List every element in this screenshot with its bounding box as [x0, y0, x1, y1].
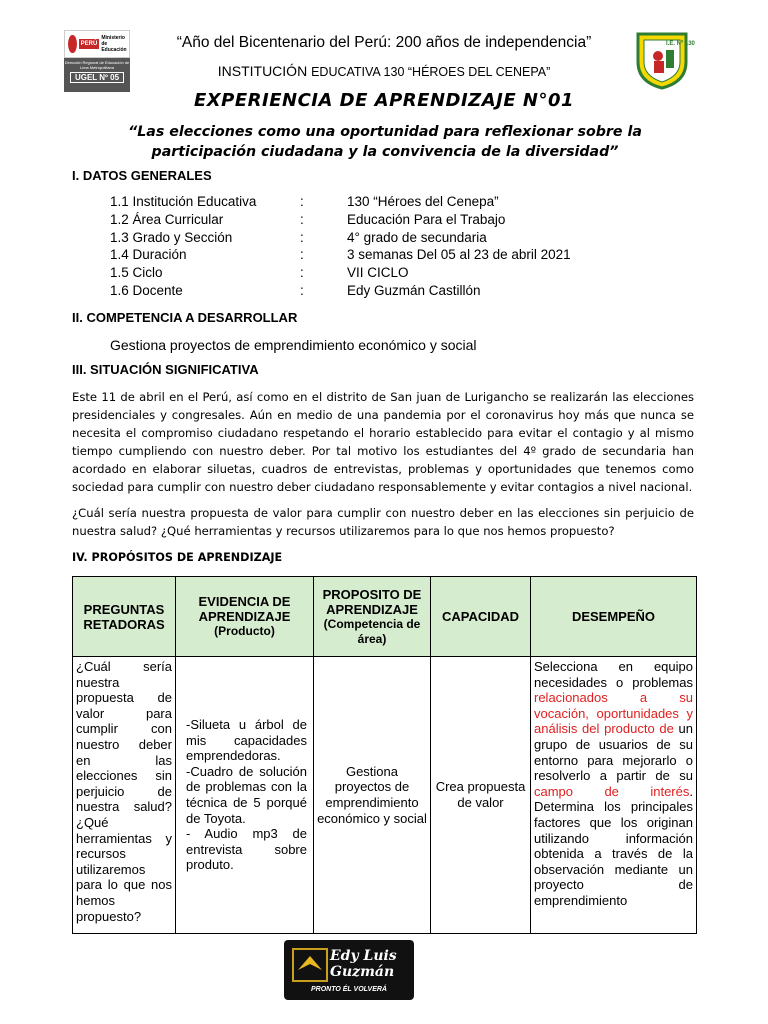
- figure-icon: [653, 51, 663, 61]
- performance-text: . Determina los principales factores que los originan utilizando información obtenida a través de la observación mediante un proyecto de emprendimiento: [534, 783, 693, 908]
- colon: :: [300, 194, 304, 209]
- header-cell: CAPACIDAD: [431, 577, 531, 657]
- data-value: Educación Para el Trabajo: [347, 212, 506, 227]
- section-4-heading: IV. PROPÓSITOS DE APRENDIZAJE: [72, 551, 283, 564]
- school-name-a: INSTITUCIÓN: [217, 63, 312, 79]
- performance-cell: [531, 657, 697, 934]
- header-text: EVIDENCIA DE APRENDIZAJE: [198, 594, 291, 624]
- evidence-item: - Audio mp3 de entrevista sobre produto.: [186, 826, 307, 873]
- evidence-cell: [176, 657, 314, 934]
- header-subtext: (Producto): [214, 624, 275, 638]
- data-label: 1.5 Ciclo: [110, 265, 163, 280]
- header-cell: PREGUNTAS RETADORAS: [73, 577, 176, 657]
- eagle-icon: [292, 948, 328, 982]
- evidence-item: -Silueta u árbol de mis capacidades emprendedoras.: [186, 717, 307, 764]
- data-label: 1.4 Duración: [110, 247, 187, 262]
- brand-name-line2: Guzmán: [330, 964, 395, 980]
- competence-text: Gestiona proyectos de emprendimiento económico y social: [110, 337, 477, 353]
- learning-purposes-table: [72, 576, 697, 934]
- ministry-label: Ministerio de Educación: [101, 35, 127, 53]
- ugel-label: UGEL Nº 05: [70, 72, 124, 83]
- header-cell: [314, 577, 431, 657]
- performance-highlight: campo de interés: [534, 783, 690, 799]
- colon: :: [300, 230, 304, 245]
- author-brand-logo: [284, 940, 414, 1000]
- data-value: 4° grado de secundaria: [347, 230, 487, 245]
- situation-paragraph: Este 11 de abril en el Perú, así como en el distrito de San juan de Lurigancho se realizarán las elecciones presidenciales y congresales. Aún en medio de una pandemia por el coronavirus hoy más que nunca se necesita el compromiso ciudadano respetando el horario establecido para evitar el contagio y al mismo tiempo cumpliendo con nuestro deber. Por tal motivo los estudiantes del 4º grado de secundaria han acordado en elaborar siluetas, cuadros de entrevistas, problemas y oportunidades que tenemos como sociedad para cumplir con nuestro deber ciudadano responsablemente y evitar contagios a nivel nacional.: [72, 390, 694, 494]
- table-header-row: [73, 577, 697, 657]
- school-name: [0, 63, 768, 79]
- document-title: EXPERIENCIA DE APRENDIZAJE N°01: [193, 90, 575, 111]
- data-value: 130 “Héroes del Cenepa”: [347, 194, 499, 209]
- performance-text: un grupo de usuarios de su entorno para mejorarlo o resolverlo a partir de su: [534, 721, 693, 784]
- colon: :: [300, 265, 304, 280]
- section-3-heading: III. SITUACIÓN SIGNIFICATIVA: [72, 362, 259, 377]
- year-motto: “Año del Bicentenario del Perú: 200 años de independencia”: [176, 34, 592, 51]
- header-subtext: (Competencia de área): [323, 616, 421, 646]
- school-name-b: EDUCATIVA 130 “HÉROES DEL CENEPA”: [311, 65, 551, 79]
- colon: :: [300, 247, 304, 262]
- colon: :: [300, 212, 304, 227]
- evidence-item: -Cuadro de solución de problemas con la técnica de 5 porqué de Toyota.: [186, 763, 307, 826]
- data-label: 1.6 Docente: [110, 283, 183, 298]
- colon: :: [300, 283, 304, 298]
- brand-name-line1: Edy Luis: [330, 948, 397, 964]
- challenge-questions: ¿Cuál sería nuestra propuesta de valor para cumplir con nuestro deber en las elecciones sin perjuicio de nuestra salud? ¿Qué herramientas y recursos utilizaremos para lo que nos hemos propuesto?: [72, 506, 694, 538]
- brand-tagline: PRONTO ÉL VOLVERÁ: [311, 986, 387, 993]
- data-label: 1.2 Área Curricular: [110, 212, 224, 227]
- data-value: Edy Guzmán Castillón: [347, 283, 481, 298]
- question-cell: ¿Cuál sería nuestra propuesta de valor para cumplir con nuestro deber en las elecciones sin perjuicio de nuestra salud? ¿Qué herramientas y recursos utilizaremos para lo que nos hemos propuesto?: [73, 657, 176, 934]
- region-label: Dirección Regional de Educación de Lima Metropolitana: [64, 60, 130, 70]
- capacity-cell: Crea propuesta de valor: [431, 657, 531, 934]
- header-text: PROPOSITO DE APRENDIZAJE: [322, 586, 422, 617]
- data-label: 1.3 Grado y Sección: [110, 230, 233, 245]
- table-row: [73, 657, 697, 934]
- purpose-cell: Gestiona proyectos de emprendimiento económico y social: [314, 657, 431, 934]
- section-1-heading: I. DATOS GENERALES: [72, 168, 212, 183]
- header-cell: [176, 577, 314, 657]
- section-2-heading: II. COMPETENCIA A DESARROLLAR: [72, 310, 298, 325]
- performance-highlight: relacionados a su vocación, oportunidades y análisis del producto de: [534, 690, 693, 737]
- header-cell: DESEMPEÑO: [531, 577, 697, 657]
- document-subtitle: “Las elecciones como una oportunidad para reflexionar sobre la participación ciudadana y la convivencia de la diversidad”: [128, 124, 642, 160]
- performance-text: Selecciona en equipo necesidades o problemas: [534, 659, 693, 690]
- data-label: 1.1 Institución Educativa: [110, 194, 257, 209]
- data-value: VII CICLO: [347, 265, 409, 280]
- data-value: 3 semanas Del 05 al 23 de abril 2021: [347, 247, 571, 262]
- peru-label: PERÚ: [80, 41, 98, 47]
- shield-text: I.E. Nº 130: [666, 41, 695, 47]
